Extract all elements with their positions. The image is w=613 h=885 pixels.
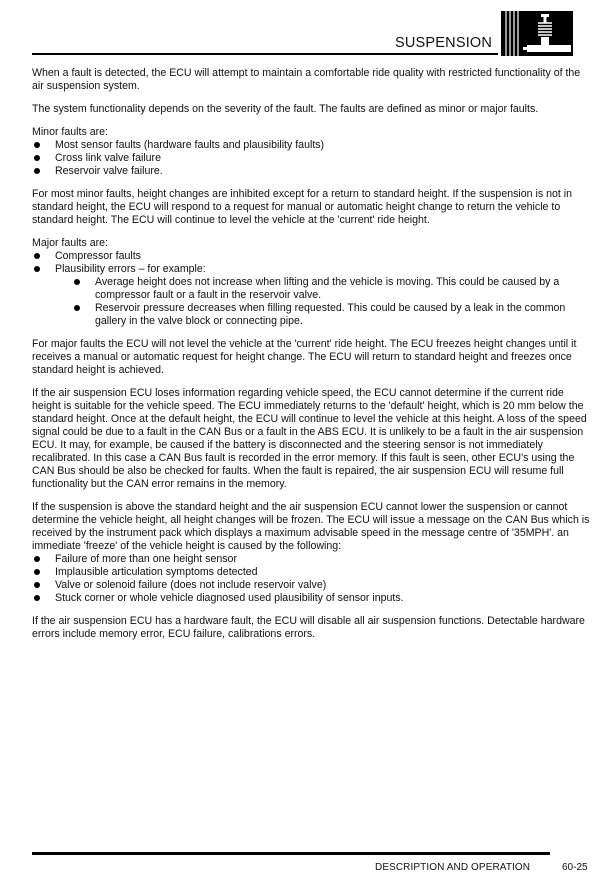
major-faults-heading: Major faults are: <box>32 237 108 249</box>
list-item: Failure of more than one height sensor <box>32 553 590 566</box>
document-body <box>32 67 590 651</box>
header-title: SUSPENSION <box>395 35 493 51</box>
major-faults-list <box>32 250 590 328</box>
header-rule <box>32 53 498 55</box>
hardware-fault-paragraph: If the air suspension ECU has a hardware fault, the ECU will disable all air suspension functions. Detectable hardware errors include memory error, ECU failure, calibrations errors. <box>32 615 585 640</box>
footer-rule <box>32 852 550 855</box>
page-number: 60-25 <box>562 862 588 873</box>
list-item-text: Plausibility errors – for example: <box>55 263 206 275</box>
major-faults-paragraph: For major faults the ECU will not level the vehicle at the 'current' ride height. The ECU freezes height changes until it receives a manual or automatic request for height change. The ECU will return to standard height and freezes once standard height is achieved. <box>32 338 577 376</box>
list-item: Average height does not increase when lifting and the vehicle is moving. This could be caused by a compressor fault or a fault in the reservoir valve. <box>55 276 590 302</box>
list-item: Implausible articulation symptoms detected <box>32 566 590 579</box>
list-item: Cross link valve failure <box>32 152 590 165</box>
list-item: Compressor faults <box>32 250 590 263</box>
plausibility-errors-list <box>55 276 590 328</box>
list-item: Valve or solenoid failure (does not include reservoir valve) <box>32 579 590 592</box>
height-freeze-paragraph: If the suspension is above the standard height and the air suspension ECU cannot lower the suspension or cannot determine the vehicle height, all height changes will be frozen. The ECU will issue a message on the CAN Bus which is received by the instrument pack which displays a maximum advisable speed in the message centre of '35MPH'. an immediate 'freeze' of the vehicle height is caused by the following: <box>32 501 590 552</box>
list-item <box>32 263 590 328</box>
speed-loss-paragraph: If the air suspension ECU loses information regarding vehicle speed, the ECU cannot determine if the current ride height is suitable for the vehicle speed. The ECU immediately returns to the 'default' height, which is 20 mm below the standard height. Once at the default height, the ECU will continue to level the vehicle at this height. A loss of the speed signal could be due to a fault in the CAN Bus or a fault in the ABS ECU. It is unlikely to be a fault in the air suspension ECU. It may, for example, be caused if the battery is disconnected and the steering sensor is not immediately recalibrated. In this case a CAN Bus fault is recorded in the error memory. If this fault is seen, other ECU's using the CAN Bus should be also be checked for faults. When the fault is repaired, the air suspension ECU will resume full functionality but the CAN error remains in the memory. <box>32 387 587 490</box>
list-item: Stuck corner or whole vehicle diagnosed used plausibility of sensor inputs. <box>32 592 590 605</box>
minor-faults-paragraph: For most minor faults, height changes are inhibited except for a return to standard height. If the suspension is not in standard height, the ECU will respond to a request for manual or automatic height change to return the vehicle to standard height. The ECU will continue to level the vehicle at the 'current' ride height. <box>32 188 572 226</box>
list-item: Reservoir pressure decreases when filling requested. This could be caused by a leak in the common gallery in the valve block or connecting pipe. <box>55 302 590 328</box>
footer-section-label: DESCRIPTION AND OPERATION <box>375 862 531 873</box>
intro-paragraph: When a fault is detected, the ECU will attempt to maintain a comfortable ride quality with restricted functionality of the air suspension system. <box>32 67 581 92</box>
list-item: Reservoir valve failure. <box>32 165 590 178</box>
severity-paragraph: The system functionality depends on the severity of the fault. The faults are defined as minor or major faults. <box>32 103 539 115</box>
list-item: Most sensor faults (hardware faults and plausibility faults) <box>32 139 590 152</box>
suspension-strut-icon <box>501 11 573 56</box>
minor-faults-list <box>32 139 590 178</box>
minor-faults-heading: Minor faults are: <box>32 126 108 138</box>
freeze-causes-list <box>32 553 590 605</box>
